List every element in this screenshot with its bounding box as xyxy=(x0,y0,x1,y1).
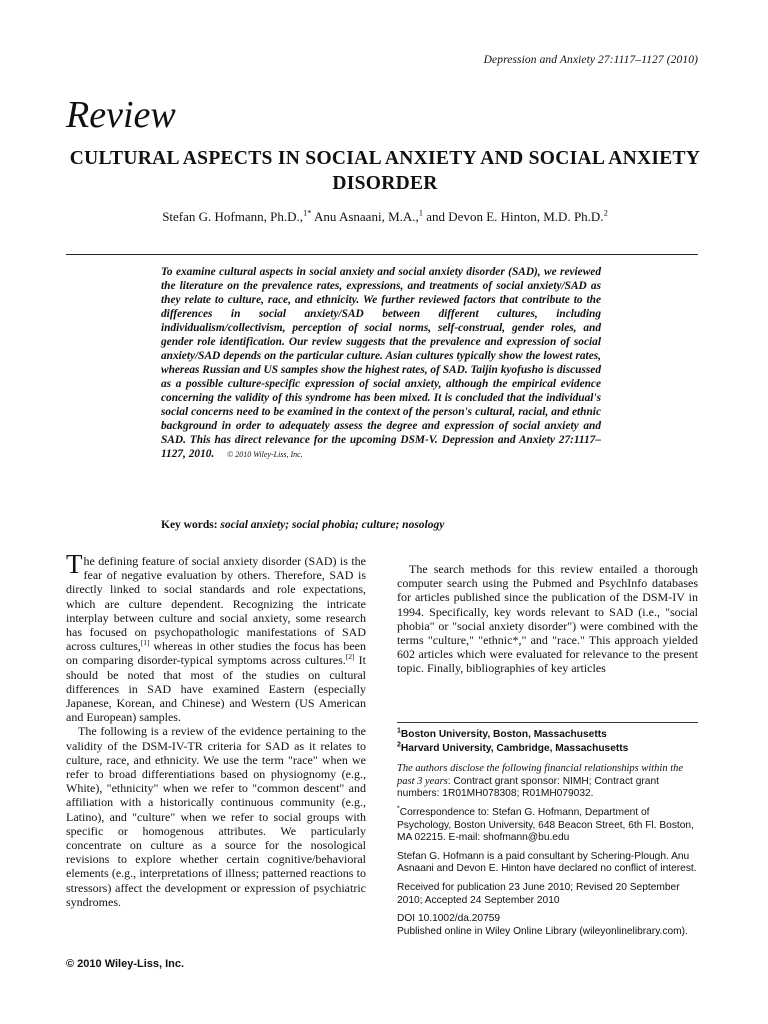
abstract xyxy=(161,265,601,462)
disclosure-text: : Contract grant sponsor: NIMH; Contract grant numbers: 1R01MH078308; R01MH079032. xyxy=(397,775,659,800)
drop-cap: T xyxy=(66,549,83,579)
page-copyright: © 2010 Wiley-Liss, Inc. xyxy=(66,958,185,970)
keywords-label: Key words: xyxy=(161,519,218,531)
citation-link[interactable]: [1] xyxy=(140,638,150,648)
doi[interactable]: DOI 10.1002/da.20759 xyxy=(397,913,501,925)
body-paragraph xyxy=(66,549,366,725)
funding-disclosure xyxy=(397,763,698,801)
author-3: and Devon E. Hinton, M.D. Ph.D. xyxy=(423,209,604,224)
article-title: CULTURAL ASPECTS IN SOCIAL ANXIETY AND SOCIAL ANXIETY DISORDER xyxy=(69,148,701,194)
citation-link[interactable]: [2] xyxy=(345,652,355,662)
disclosure-lead: The authors disclose the following financial relationships within the past 3 years xyxy=(397,763,684,787)
affiliation-marker: 2 xyxy=(397,741,401,749)
header-divider xyxy=(66,254,698,255)
conflict-statement: Stefan G. Hofmann is a paid consultant by Schering-Plough. Anu Asnaani and Devon E. Hinton have declared no conflict of interest. xyxy=(397,850,697,875)
body-text: whereas in other studies the focus has been on comparing disorder-typical symptoms across cultures. xyxy=(66,639,366,668)
body-text: It should be noted that most of the studies on cultural differences in SAD have examined Eastern (especially Japanese, Korean, and Chinese) and Western (US American and European) samples. xyxy=(66,653,366,725)
online-publication: Published online in Wiley Online Library (wileyonlinelibrary.com). xyxy=(397,925,688,937)
author-2: Anu Asnaani, M.A., xyxy=(311,209,419,224)
keywords xyxy=(161,519,444,531)
affiliation-1 xyxy=(397,729,698,742)
affiliation-marker: 1 xyxy=(397,727,401,735)
body-paragraph: The search methods for this review entailed a thorough computer search using the Pubmed and PsychInfo databases for articles published since the publication of the DSM-IV in 1994. Specifically, key words relevant to SAD (i.e., "social phobia" or "social anxiety disorder") were combined with the terms "culture," "ethnic*," and "race." This approach yielded 602 articles which were evaluated for relevance to the present topic. Finally, bibliographies of key articles xyxy=(397,562,698,676)
affiliation-text: Boston University, Boston, Massachusetts xyxy=(400,729,607,740)
journal-header: Depression and Anxiety 27:1117–1127 (2010) xyxy=(483,54,698,66)
affiliation-text: Harvard University, Cambridge, Massachusetts xyxy=(400,742,629,754)
keywords-list: social anxiety; social phobia; culture; nosology xyxy=(220,519,445,531)
correspondence-marker: * xyxy=(397,805,400,813)
correspondence-text: Correspondence to: Stefan G. Hofmann, Department of Psychology, Boston University, 648 Beacon Street, 6th Fl. Boston, MA 02215. E-mail: shofmann@bu.edu xyxy=(397,806,694,844)
publication-dates: Received for publication 23 June 2010; Revised 20 September 2010; Accepted 24 September 2010 xyxy=(397,881,680,906)
abstract-copyright: © 2010 Wiley-Liss, Inc. xyxy=(227,450,303,459)
author-1: Stefan G. Hofmann, Ph.D., xyxy=(162,209,304,224)
abstract-text: To examine cultural aspects in social anxiety and social anxiety disorder (SAD), we reviewed the literature on the prevalence rates, expressions, and treatments of social anxiety/SAD as they relate to culture, race, and ethnicity. We further reviewed factors that contribute to the differences in social anxiety/SAD between different cultures, including individualism/collectivism, perception of social norms, self-construal, gender roles, and gender role identification. Our review suggests that the prevalence and expression of social anxiety/SAD depends on the particular culture. Asian cultures typically show the lowest rates, whereas Russian and US samples show the highest rates, of SAD. Taijin kyofusho is discussed as a possible culture-specific expression of social anxiety, although the empirical evidence concerning the validity of this syndrome has been mixed. It is concluded that the individual's social concerns need to be examined in the context of the person's cultural, racial, and ethnic background in order to adequately assess the degree and expression of social anxiety and SAD. This has direct relevance for the upcoming DSM-V. Depression and Anxiety 27:1117–1127, 2010. xyxy=(161,266,601,460)
affiliation-2 xyxy=(397,743,698,756)
footnotes xyxy=(397,722,698,944)
section-label: Review xyxy=(66,94,176,136)
author-2-affil: 1 xyxy=(418,207,424,218)
correspondence xyxy=(397,807,698,845)
author-3-affil: 2 xyxy=(603,207,608,218)
body-paragraph: The following is a review of the evidence pertaining to the validity of the DSM-IV-TR criteria for SAD as it relates to culture, race, and ethnicity. We use the term "race" when we refer to broad differentiations based on physiognomy (e.g., White), "ethnicity" when we refer to "common descent" and affiliation with a historically continuous community (e.g., Latino), and "culture" when we refer to social groups with specific or homogenous attributes. We particularly concentrate on culture as a source for the nosological revisions to explore whether certain cognitive/behavioral elements (e.g., interpretations of illness; patterned reactions to stressors) affect the development or expression of psychiatric syndromes. xyxy=(66,724,366,909)
author-line xyxy=(60,209,710,225)
body-column-right xyxy=(397,562,698,676)
body-column-left xyxy=(66,549,366,909)
body-text: he defining feature of social anxiety disorder (SAD) is the fear of negative evaluation by others. Therefore, SAD is directly linked to social standards and role expectations, which are culture dependent. Recognizing the intricate interplay between culture and social anxiety, some research has focused on psychopathologic manifestations of SAD across cultures, xyxy=(66,554,366,654)
author-1-affil: 1* xyxy=(303,207,312,218)
